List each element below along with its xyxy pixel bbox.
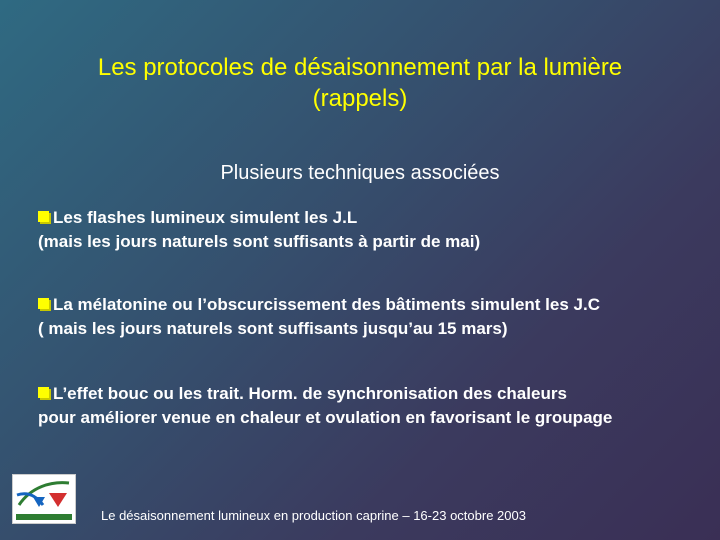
bullet-text-line-1: La mélatonine ou l’obscurcissement des bâtiments simulent les J.C	[53, 295, 600, 314]
bullet-text-line-2: ( mais les jours naturels sont suffisants jusqu’au 15 mars)	[38, 319, 508, 338]
bullet-text-line-1: Les flashes lumineux simulent les J.L	[53, 208, 358, 227]
yellow-square-icon	[38, 387, 49, 398]
title-line-1: Les protocoles de désaisonnement par la lumière	[97, 54, 623, 81]
logo-mark-icon	[13, 475, 75, 515]
bullet-text-line-2: pour améliorer venue en chaleur et ovulation en favorisant le groupage	[38, 408, 613, 427]
institut-logo	[12, 474, 76, 524]
bullet-item	[38, 293, 600, 341]
bullet-text-line-2: (mais les jours naturels sont suffisants à partir de mai)	[38, 232, 481, 251]
yellow-square-icon	[38, 298, 49, 309]
title-line-2: (rappels)	[312, 85, 408, 112]
slide-title	[20, 52, 700, 114]
bullet-item	[38, 382, 612, 430]
bullet-item	[38, 206, 480, 254]
slide-subtitle: Plusieurs techniques associées	[220, 162, 500, 184]
logo-bar	[16, 514, 72, 520]
yellow-square-icon	[38, 211, 49, 222]
slide-footer: Le désaisonnement lumineux en production caprine – 16-23 octobre 2003	[101, 508, 526, 523]
bullet-text-line-1: L’effet bouc ou les trait. Horm. de synchronisation des chaleurs	[53, 384, 567, 403]
